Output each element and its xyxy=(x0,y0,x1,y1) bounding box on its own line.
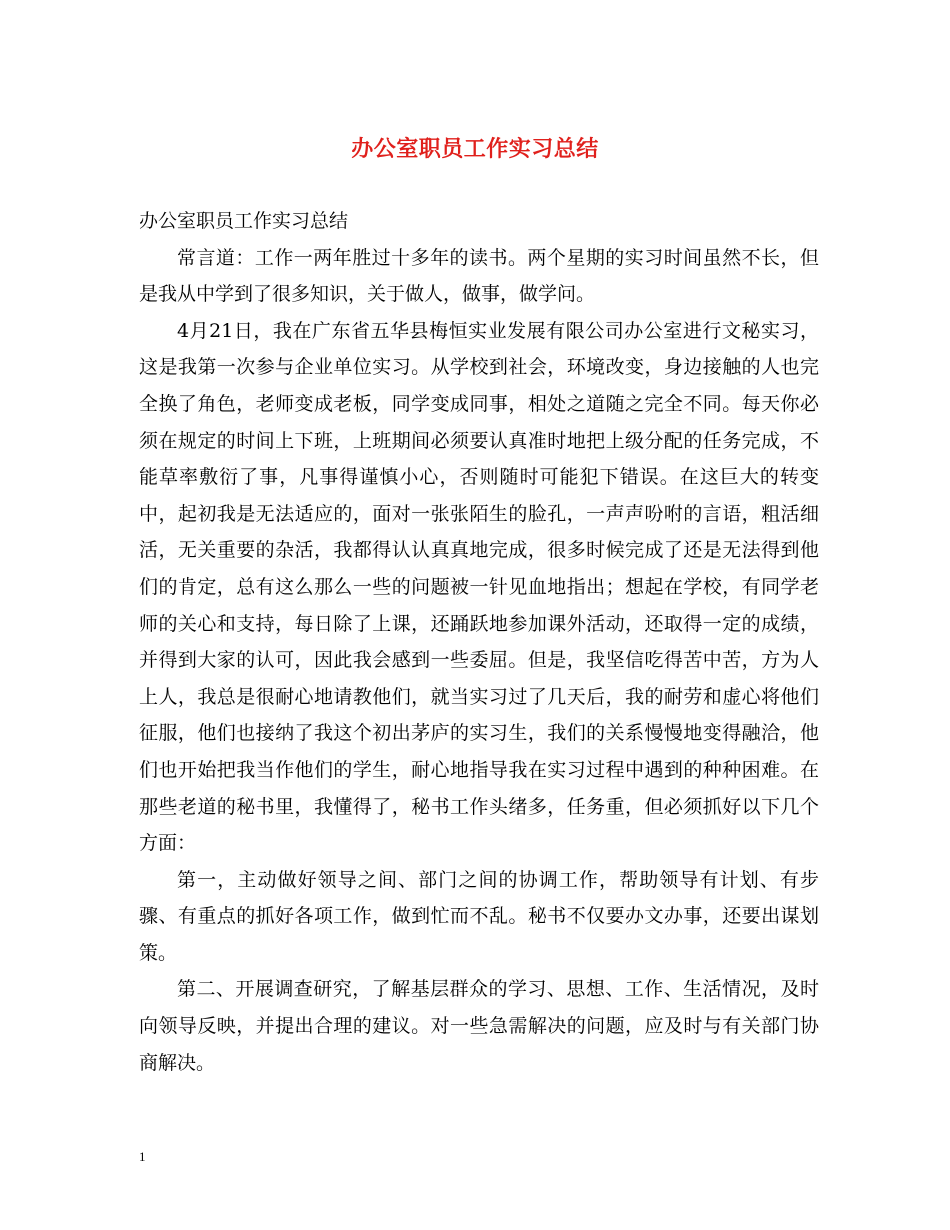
paragraph-point-one: 第一，主动做好领导之间、部门之间的协调工作，帮助领导有计划、有步骤、有重点的抓好各项工作，做到忙而不乱。秘书不仅要办文办事，还要出谋划策。 xyxy=(139,868,819,964)
paragraph-point-two: 第二、开展调查研究，了解基层群众的学习、思想、工作、生活情况，及时向领导反映，并提出合理的建议。对一些急需解决的问题，应及时与有关部门协商解决。 xyxy=(139,978,819,1074)
document-title: 办公室职员工作实习总结 xyxy=(351,136,599,162)
page-number: 1 xyxy=(139,1149,146,1164)
section-heading: 办公室职员工作实习总结 xyxy=(139,210,349,232)
paragraph-intro: 常言道：工作一两年胜过十多年的读书。两个星期的实习时间虽然不长，但是我从中学到了很多知识，关于做人，做事，做学问。 xyxy=(139,246,819,306)
document-body xyxy=(139,203,819,1081)
paragraph-internship: 4月21日，我在广东省五华县梅恒实业发展有限公司办公室进行文秘实习，这是我第一次参与企业单位实习。从学校到社会，环境改变，身边接触的人也完全换了角色，老师变成老板，同学变成同事，相处之道随之完全不同。每天你必须在规定的时间上下班，上班期间必须要认真准时地把上级分配的任务完成，不能草率敷衍了事，凡事得谨慎小心，否则随时可能犯下错误。在这巨大的转变中，起初我是无法适应的，面对一张张陌生的脸孔，一声声吩咐的言语，粗活细活，无关重要的杂活，我都得认认真真地完成，很多时候完成了还是无法得到他们的肯定，总有这么那么一些的问题被一针见血地指出；想起在学校，有同学老师的关心和支持，每日除了上课，还踊跃地参加课外活动，还取得一定的成绩，并得到大家的认可，因此我会感到一些委屈。但是，我坚信吃得苦中苦，方为人上人，我总是很耐心地请教他们，就当实习过了几天后，我的耐劳和虚心将他们征服，他们也接纳了我这个初出茅庐的实习生，我们的关系慢慢地变得融洽，他们也开始把我当作他们的学生，耐心地指导我在实习过程中遇到的种种困难。在那些老道的秘书里，我懂得了，秘书工作头绪多，任务重，但必须抓好以下几个方面： xyxy=(139,319,819,855)
